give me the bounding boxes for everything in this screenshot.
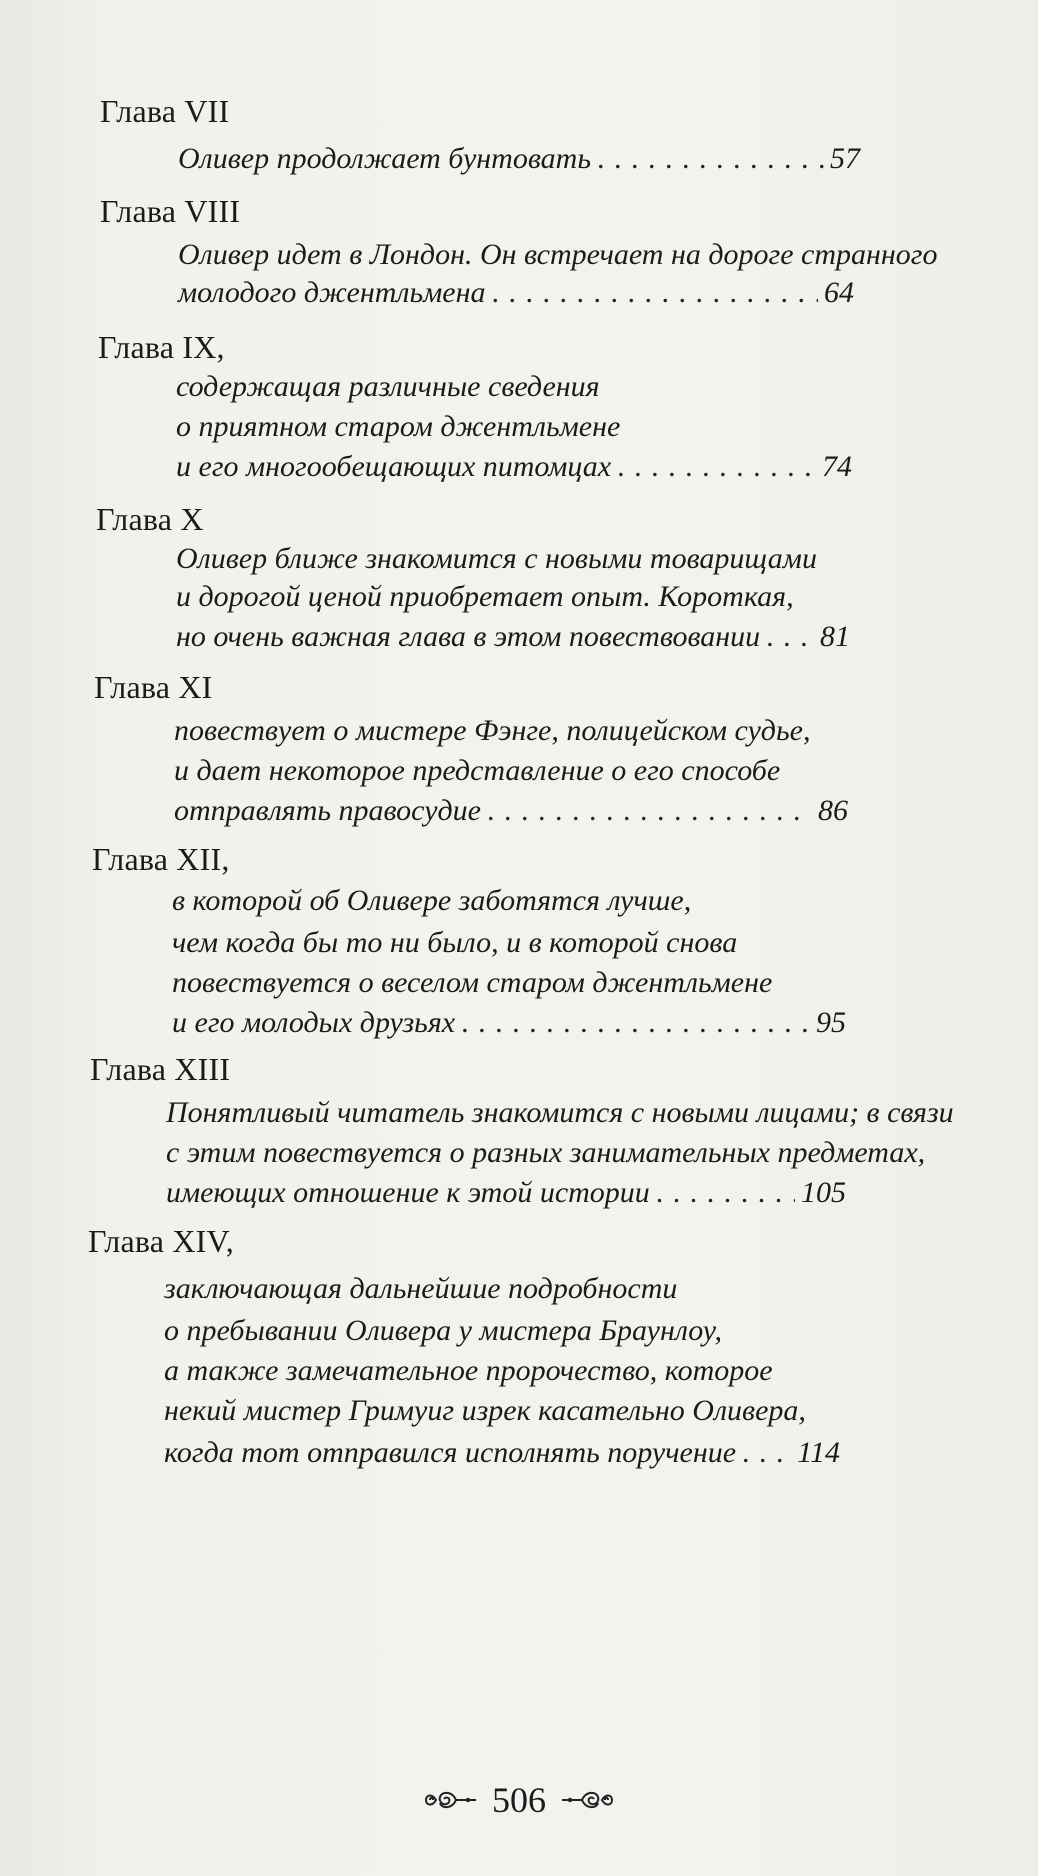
chapter-description-line: Понятливый читатель знакомится с новыми лицами; в связи bbox=[166, 1096, 954, 1129]
leader-dots bbox=[597, 140, 824, 178]
chapter-description-line: с этим повествуется о разных занимательных предметах, bbox=[166, 1136, 926, 1169]
scroll-ornament-icon bbox=[560, 1785, 616, 1815]
page-number: 114 bbox=[797, 1436, 840, 1469]
page-number: 74 bbox=[822, 450, 852, 483]
chapter-description-line: о приятном старом джентльмене bbox=[176, 410, 621, 443]
chapter-description-last-line bbox=[174, 792, 848, 830]
chapter-description-line: Оливер ближе знакомится с новыми товарищами bbox=[176, 542, 817, 575]
leader-dots bbox=[491, 274, 818, 312]
chapter-description-text: отправлять правосудие bbox=[174, 794, 481, 827]
page-number: 57 bbox=[830, 142, 860, 175]
chapter-description-last-line bbox=[178, 140, 860, 178]
chapter-description-line: содержащая различные сведения bbox=[176, 370, 600, 403]
chapter-description-line: о пребывании Оливера у мистера Браунлоу, bbox=[164, 1314, 723, 1347]
chapter-description-text: когда тот отправился исполнять поручение bbox=[164, 1436, 737, 1469]
page-number: 81 bbox=[820, 620, 850, 653]
chapter-description-text: Оливер продолжает бунтовать bbox=[178, 142, 591, 175]
chapter-description-text: и его многообещающих питомцах bbox=[176, 450, 612, 483]
chapter-description-text: но очень важная глава в этом повествовании bbox=[176, 620, 761, 653]
chapter-description-line: и дорогой ценой приобретает опыт. Короткая, bbox=[176, 580, 794, 613]
chapter-description-line: заключающая дальнейшие подробности bbox=[164, 1272, 678, 1305]
leader-dots bbox=[742, 1434, 791, 1472]
chapter-description-last-line bbox=[176, 618, 850, 656]
leader-dots bbox=[461, 1004, 810, 1042]
chapter-description-last-line bbox=[164, 1434, 840, 1472]
chapter-description-text: имеющих отношение к этой истории bbox=[166, 1176, 650, 1209]
page-footer bbox=[0, 1770, 1038, 1830]
leader-dots bbox=[656, 1174, 795, 1212]
chapter-title: Глава XIV, bbox=[88, 1223, 234, 1259]
chapter-title: Глава IX, bbox=[98, 329, 225, 365]
page-number: 86 bbox=[818, 794, 848, 827]
chapter-description-text: и его молодых друзьях bbox=[172, 1006, 456, 1039]
chapter-description-last-line bbox=[172, 1004, 846, 1042]
page-number: 105 bbox=[801, 1176, 846, 1209]
chapter-description-line: повествуется о веселом старом джентльмене bbox=[172, 966, 773, 999]
chapter-description-line: повествует о мистере Фэнге, полицейском судье, bbox=[174, 714, 811, 747]
page-number: 64 bbox=[824, 276, 854, 309]
leader-dots bbox=[766, 618, 814, 656]
chapter-description-last-line bbox=[166, 1174, 846, 1212]
scroll-ornament-icon bbox=[422, 1785, 478, 1815]
chapter-description-line: и дает некоторое представление о его способе bbox=[174, 754, 781, 787]
page-number-footer: 506 bbox=[492, 1780, 546, 1820]
chapter-description-last-line bbox=[178, 274, 854, 312]
page-number: 95 bbox=[816, 1006, 846, 1039]
chapter-description-line: Оливер идет в Лондон. Он встречает на дороге странного bbox=[178, 238, 938, 271]
chapter-title: Глава VII bbox=[100, 93, 230, 129]
chapter-title: Глава VIII bbox=[100, 193, 241, 229]
chapter-description-line: а также замечательное пророчество, которое bbox=[164, 1354, 773, 1387]
chapter-description-line: в которой об Оливере заботятся лучше, bbox=[172, 884, 692, 917]
chapter-description-text: молодого джентльмена bbox=[178, 276, 486, 309]
chapter-description-line: некий мистер Гримуиг изрек касательно Оливера, bbox=[164, 1394, 806, 1427]
leader-dots bbox=[617, 448, 816, 486]
chapter-title: Глава XI bbox=[94, 669, 213, 705]
chapter-description-last-line bbox=[176, 448, 852, 486]
chapter-title: Глава XIII bbox=[90, 1051, 231, 1087]
chapter-description-line: чем когда бы то ни было, и в которой снова bbox=[172, 926, 738, 959]
chapter-title: Глава X bbox=[96, 501, 204, 537]
leader-dots bbox=[487, 792, 812, 830]
chapter-title: Глава XII, bbox=[92, 841, 230, 877]
